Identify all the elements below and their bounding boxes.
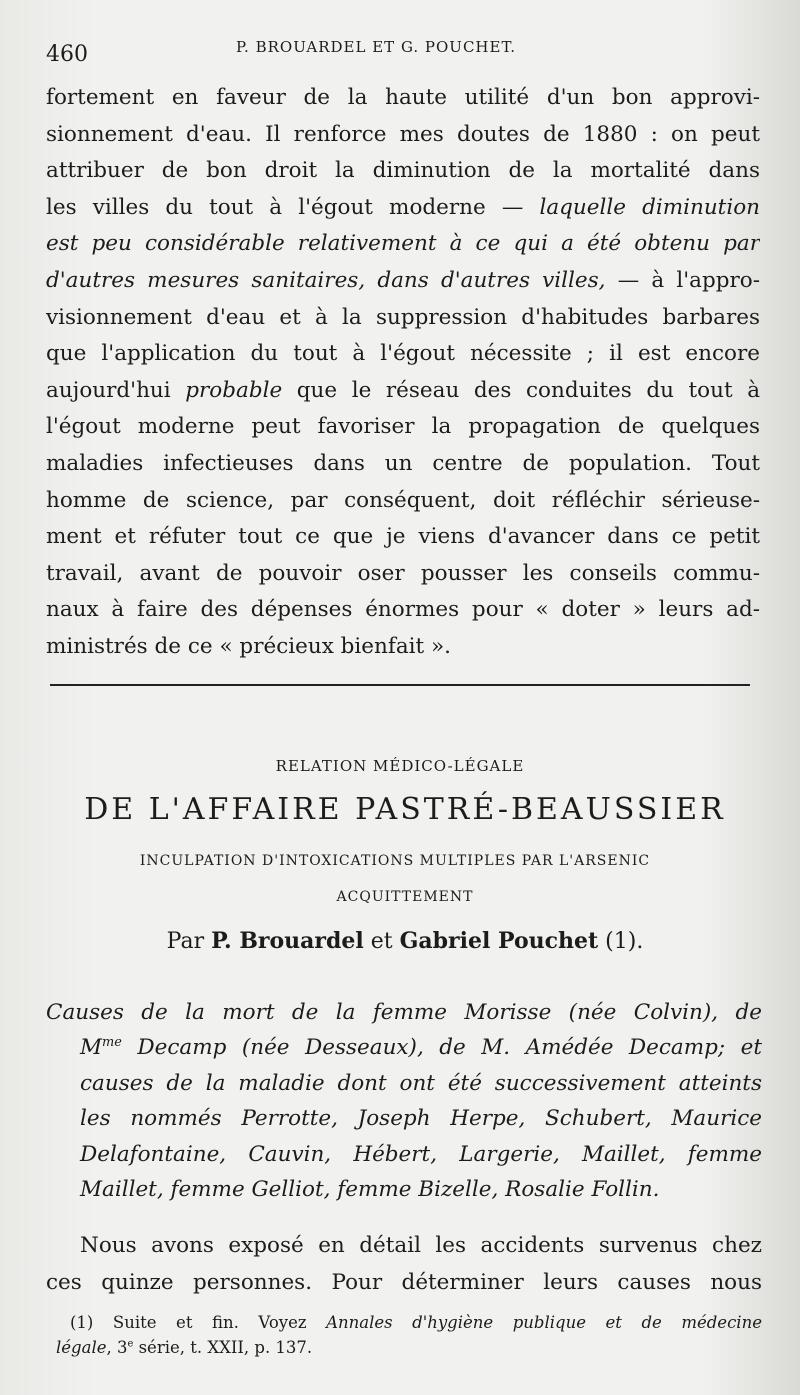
text-roman: que le réseau des conduites du tout à [282, 377, 760, 403]
text-italic: probable [185, 377, 283, 403]
section-divider [50, 684, 750, 686]
text-line: visionnement d'eau et à la suppression d'habitudes barbares [46, 304, 760, 330]
paragraph-continued [46, 80, 760, 666]
text-italic: d'autres mesures sanitaires, dans d'autres villes, [46, 267, 606, 293]
byline-conjunction: et [363, 929, 400, 954]
abbrev-madame: $M^{me}$ [80, 1035, 122, 1061]
text-line: l'égout moderne peut favoriser la propagation de quelques [46, 414, 760, 440]
text-roman: les villes du tout à l'égout moderne — [46, 194, 540, 220]
footnote-ref: (1). [598, 929, 644, 954]
article-kicker: RELATION MÉDICO-LÉGALE [275, 757, 525, 775]
text-line: naux à faire des dépenses énormes pour « doter » leurs ad- [46, 597, 760, 623]
text-line: homme de science, par conséquent, doit réfléchir sérieuse- [46, 487, 760, 513]
text-line [46, 263, 760, 300]
text-line: attribuer de bon droit la diminution de la mortalité dans [46, 158, 760, 184]
author-name: Gabriel Pouchet [399, 928, 599, 954]
abstract-line: Causes de la mort de la femme Morisse (née Colvin), de [46, 1000, 762, 1025]
abstract-line: $M^{me}$ Decamp (née Desseaux), de M. Amédée Decamp; et [80, 1035, 762, 1061]
text-line: Nous avons exposé en détail les accidents survenus chez [80, 1233, 762, 1258]
text-line: ment et réfuter tout ce que je viens d'avancer dans ce petit [46, 524, 760, 550]
text-roman: — à l'appro- [605, 267, 760, 293]
footnote-line: (1) Suite et fin. Voyez Annales d'hygiène publique et de médecine [70, 1313, 762, 1332]
footnote-line: légale, 3e série, t. XXII, p. 137. [56, 1338, 313, 1357]
abstract-line: Delafontaine, Cauvin, Hébert, Largerie, Maillet, femme [80, 1141, 762, 1167]
text-line: ministrés de ce « précieux bienfait ». [46, 633, 451, 659]
footnotes [56, 1310, 762, 1360]
article-abstract [46, 995, 762, 1207]
page-number: 460 [46, 42, 88, 67]
article-subtitle: INCULPATION D'INTOXICATIONS MULTIPLES PAR L'ARSENIC [139, 853, 651, 869]
article-verdict: ACQUITTEMENT [336, 889, 474, 905]
paragraph-body [46, 1228, 762, 1301]
text-roman: aujourd'hui [46, 377, 186, 403]
text-line: sionnement d'eau. Il renforce mes doutes de 1880 : on peut [46, 121, 760, 147]
text-line: maladies infectieuses dans un centre de population. Tout [46, 450, 760, 476]
text-line [46, 190, 760, 227]
text-line: fortement en faveur de la haute utilité d'un bon approvi- [46, 85, 760, 110]
byline-prefix: Par [166, 929, 212, 954]
text-line-italic: est peu considérable relativement à ce qui a été obtenu par [46, 231, 760, 257]
author-name: P. Brouardel [211, 928, 364, 954]
running-head: P. BROUARDEL ET G. POUCHET. [236, 38, 517, 56]
text-line: ces quinze personnes. Pour déterminer leurs causes nous [46, 1269, 762, 1295]
abstract-line: les nommés Perrotte, Joseph Herpe, Schubert, Maurice [80, 1106, 762, 1132]
article-title: DE L'AFFAIRE PASTRÉ-BEAUSSIER [84, 792, 726, 827]
abstract-line: Maillet, femme Gelliot, femme Bizelle, Rosalie Follin. [80, 1177, 660, 1203]
article-authors [0, 928, 800, 954]
text-line [46, 373, 760, 410]
text-line: que l'application du tout à l'égout nécessite ; il est encore [46, 341, 760, 367]
page-header [46, 36, 766, 72]
abstract-line: causes de la maladie dont ont été successivement atteints [80, 1070, 762, 1096]
text-italic: laquelle diminution [539, 194, 760, 220]
text-line: travail, avant de pouvoir oser pousser les conseils commu- [46, 560, 760, 586]
